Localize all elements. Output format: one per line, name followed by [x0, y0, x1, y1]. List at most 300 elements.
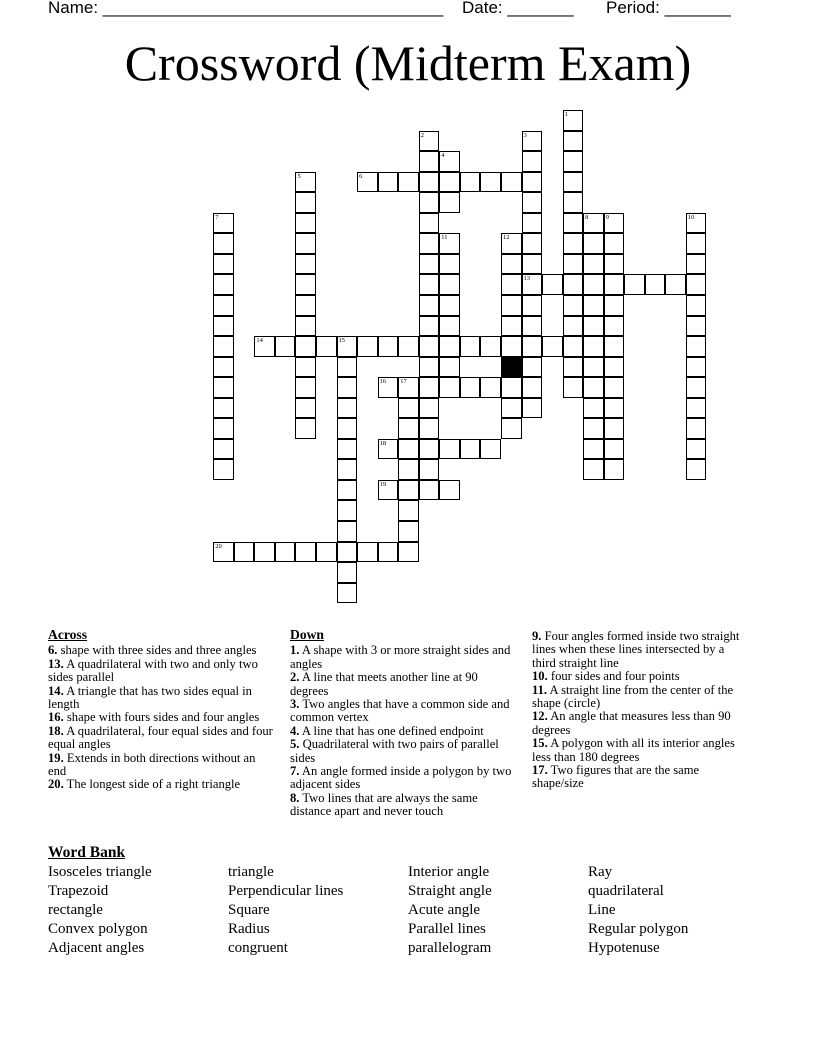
- word-bank-column: [228, 863, 343, 958]
- crossword-cell[interactable]: [316, 336, 337, 357]
- clue-number: 5: [297, 172, 301, 180]
- crossword-cell[interactable]: [439, 192, 460, 213]
- crossword-cell[interactable]: [686, 274, 707, 295]
- crossword-cell[interactable]: [337, 418, 358, 439]
- clue-text: An angle that measures less than 90 degrees: [532, 709, 731, 737]
- crossword-cell[interactable]: [295, 542, 316, 563]
- crossword-cell[interactable]: [563, 213, 584, 234]
- crossword-cell[interactable]: [213, 418, 234, 439]
- clue-text: An angle formed inside a polygon by two adjacent sides: [290, 764, 512, 792]
- crossword-cell[interactable]: [563, 357, 584, 378]
- crossword-cell[interactable]: [480, 172, 501, 193]
- crossword-cell[interactable]: [295, 336, 316, 357]
- crossword-cell[interactable]: [275, 336, 296, 357]
- word-bank-item: Isosceles triangle: [48, 864, 152, 880]
- clue-item: [290, 725, 512, 738]
- clue-text: shape with fours sides and four angles: [63, 710, 260, 725]
- crossword-cell[interactable]: [583, 459, 604, 480]
- crossword-cell[interactable]: [460, 377, 481, 398]
- crossword-cell[interactable]: [686, 398, 707, 419]
- crossword-cell[interactable]: [295, 357, 316, 378]
- crossword-cell[interactable]: [522, 151, 543, 172]
- word-bank-item: parallelogram: [408, 940, 492, 957]
- crossword-cell[interactable]: [398, 500, 419, 521]
- crossword-cell[interactable]: [419, 274, 440, 295]
- clue-item: [532, 670, 750, 683]
- clue-text: shape with three sides and three angles: [57, 643, 257, 658]
- clue-text: A straight line from the center of the shape (circle): [532, 682, 734, 711]
- word-bank-item: quadrilateral: [588, 883, 664, 900]
- clue-item: [290, 765, 512, 792]
- down-clues-continued: [532, 630, 750, 791]
- crossword-cell[interactable]: [480, 377, 501, 398]
- crossword-cell[interactable]: [542, 274, 563, 295]
- crossword-cell[interactable]: [419, 336, 440, 357]
- crossword-cell[interactable]: [686, 439, 707, 460]
- date-field[interactable]: Date: _______: [462, 0, 574, 17]
- clue-number: 16.: [48, 710, 64, 725]
- crossword-cell[interactable]: [419, 254, 440, 275]
- crossword-cell[interactable]: [213, 233, 234, 254]
- crossword-cell[interactable]: [357, 172, 378, 193]
- clue-text: The longest side of a right triangle: [63, 777, 241, 792]
- crossword-cell[interactable]: [645, 274, 666, 295]
- crossword-cell[interactable]: [295, 418, 316, 439]
- clue-item: [48, 711, 276, 724]
- word-bank-item: Ray: [588, 864, 613, 880]
- clue-text: Extends in both directions without an end: [48, 750, 256, 779]
- crossword-cell[interactable]: [522, 377, 543, 398]
- crossword-cell[interactable]: [563, 131, 584, 152]
- crossword-cell[interactable]: [398, 172, 419, 193]
- clue-number: 17: [400, 378, 407, 386]
- crossword-cell[interactable]: [563, 192, 584, 213]
- crossword-cell[interactable]: [686, 357, 707, 378]
- word-bank-column: [408, 863, 492, 958]
- crossword-cell[interactable]: [522, 172, 543, 193]
- crossword-cell[interactable]: [398, 377, 419, 398]
- crossword-cell[interactable]: [522, 233, 543, 254]
- crossword-cell[interactable]: [378, 480, 399, 501]
- crossword-cell[interactable]: [501, 418, 522, 439]
- crossword-cell[interactable]: [419, 377, 440, 398]
- crossword-cell[interactable]: [624, 274, 645, 295]
- clue-number: 3: [523, 131, 527, 139]
- clue-number: 8.: [290, 790, 300, 805]
- crossword-cell[interactable]: [563, 295, 584, 316]
- clue-text: A quadrilateral with two and only two sides parallel: [48, 656, 258, 685]
- crossword-cell[interactable]: [501, 295, 522, 316]
- crossword-cell[interactable]: [604, 233, 625, 254]
- crossword-cell[interactable]: [522, 192, 543, 213]
- crossword-cell[interactable]: [398, 459, 419, 480]
- clue-text: Quadrilateral with two pairs of parallel sides: [290, 737, 499, 765]
- crossword-cell[interactable]: [378, 172, 399, 193]
- crossword-cell[interactable]: [439, 151, 460, 172]
- clue-number: 6: [359, 172, 363, 180]
- word-bank-column: [48, 863, 152, 958]
- crossword-cell[interactable]: [460, 439, 481, 460]
- word-bank-item: Straight angle: [408, 883, 492, 900]
- clue-text: Two lines that are always the same distance apart and never touch: [290, 790, 478, 819]
- crossword-cell[interactable]: [234, 542, 255, 563]
- crossword-cell[interactable]: [398, 480, 419, 501]
- crossword-cell[interactable]: [439, 377, 460, 398]
- word-bank-item: Adjacent angles: [48, 940, 145, 957]
- crossword-cell[interactable]: [337, 583, 358, 604]
- crossword-cell[interactable]: [665, 274, 686, 295]
- crossword-cell[interactable]: [686, 295, 707, 316]
- crossword-cell[interactable]: [213, 459, 234, 480]
- clue-number: 7: [215, 213, 219, 221]
- crossword-cell[interactable]: [295, 295, 316, 316]
- clue-item: [48, 685, 276, 712]
- clue-item: [290, 698, 512, 725]
- crossword-cell[interactable]: [213, 274, 234, 295]
- clue-number: 19.: [48, 750, 64, 765]
- crossword-cell[interactable]: [337, 500, 358, 521]
- crossword-cell[interactable]: [563, 274, 584, 295]
- crossword-cell[interactable]: [419, 459, 440, 480]
- down-heading: Down: [290, 627, 324, 642]
- crossword-cell[interactable]: [337, 398, 358, 419]
- clue-item: [532, 630, 750, 670]
- crossword-cell[interactable]: [522, 131, 543, 152]
- crossword-cell[interactable]: [583, 295, 604, 316]
- crossword-cell[interactable]: [583, 439, 604, 460]
- crossword-cell[interactable]: [378, 542, 399, 563]
- clue-number: 13: [523, 275, 530, 283]
- word-bank-item: Regular polygon: [588, 921, 689, 938]
- crossword-cell[interactable]: [686, 213, 707, 234]
- crossword-cell[interactable]: [563, 110, 584, 131]
- crossword-cell[interactable]: [604, 398, 625, 419]
- crossword-cell[interactable]: [604, 213, 625, 234]
- crossword-cell[interactable]: [419, 316, 440, 337]
- crossword-cell[interactable]: [213, 542, 234, 563]
- crossword-cell[interactable]: [439, 439, 460, 460]
- clue-item: [532, 764, 750, 791]
- crossword-cell[interactable]: [398, 439, 419, 460]
- crossword-cell[interactable]: [378, 439, 399, 460]
- crossword-cell[interactable]: [604, 459, 625, 480]
- name-field[interactable]: Name: ____________________________________: [48, 0, 444, 17]
- crossword-cell[interactable]: [501, 316, 522, 337]
- clue-number: 2: [420, 131, 424, 139]
- clue-text: Two angles that have a common side and common vertex: [290, 697, 510, 725]
- crossword-cell[interactable]: [337, 439, 358, 460]
- crossword-cell[interactable]: [583, 418, 604, 439]
- clue-number: 20.: [48, 777, 64, 792]
- crossword-cell[interactable]: [419, 418, 440, 439]
- crossword-cell[interactable]: [357, 542, 378, 563]
- crossword-cell[interactable]: [295, 254, 316, 275]
- crossword-cell[interactable]: [604, 274, 625, 295]
- crossword-cell[interactable]: [337, 562, 358, 583]
- crossword-cell[interactable]: [419, 213, 440, 234]
- crossword-cell[interactable]: [501, 233, 522, 254]
- crossword-cell[interactable]: [604, 295, 625, 316]
- crossword-cell[interactable]: [501, 274, 522, 295]
- crossword-cell[interactable]: [501, 336, 522, 357]
- crossword-cell[interactable]: [295, 172, 316, 193]
- clue-number: 11: [441, 234, 448, 242]
- page-title: Crossword (Midterm Exam): [124, 35, 692, 91]
- crossword-cell[interactable]: [398, 398, 419, 419]
- clue-number: 7.: [290, 764, 300, 779]
- crossword-cell[interactable]: [213, 254, 234, 275]
- word-bank-item: triangle: [228, 864, 274, 880]
- clue-number: 15.: [532, 736, 548, 751]
- clue-item: [290, 671, 512, 698]
- crossword-cell[interactable]: [522, 213, 543, 234]
- clue-number: 15: [338, 337, 346, 345]
- crossword-cell[interactable]: [563, 151, 584, 172]
- clue-item: [48, 778, 276, 791]
- crossword-cell[interactable]: [419, 172, 440, 193]
- crossword-cell[interactable]: [480, 336, 501, 357]
- crossword-cell[interactable]: [295, 192, 316, 213]
- crossword-cell[interactable]: [419, 439, 440, 460]
- clue-item: [532, 737, 750, 764]
- crossword-cell[interactable]: [460, 172, 481, 193]
- crossword-cell[interactable]: [522, 274, 543, 295]
- clue-number: 16: [379, 378, 387, 386]
- clue-item: [532, 710, 750, 737]
- across-clues: [48, 628, 276, 792]
- clue-text: A polygon with all its interior angles less than 180 degrees: [532, 736, 735, 764]
- crossword-cell[interactable]: [213, 295, 234, 316]
- crossword-cell[interactable]: [686, 316, 707, 337]
- crossword-cell[interactable]: [563, 316, 584, 337]
- down-clues: [290, 628, 512, 819]
- crossword-cell[interactable]: [213, 336, 234, 357]
- crossword-cell[interactable]: [604, 418, 625, 439]
- crossword-cell[interactable]: [419, 295, 440, 316]
- crossword-cell[interactable]: [439, 254, 460, 275]
- crossword-cell[interactable]: [563, 336, 584, 357]
- crossword-cell[interactable]: [460, 336, 481, 357]
- crossword-cell[interactable]: [686, 336, 707, 357]
- crossword-cell[interactable]: [686, 418, 707, 439]
- word-bank-title: Word Bank: [48, 844, 126, 861]
- clue-number: 14: [256, 337, 263, 345]
- crossword-cell[interactable]: [337, 459, 358, 480]
- crossword-cell[interactable]: [522, 357, 543, 378]
- word-bank-item: Perpendicular lines: [228, 883, 344, 900]
- crossword-cell[interactable]: [439, 233, 460, 254]
- crossword-cell[interactable]: [398, 336, 419, 357]
- crossword-cell[interactable]: [439, 357, 460, 378]
- crossword-cell[interactable]: [604, 336, 625, 357]
- clue-number: 8: [585, 213, 589, 221]
- crossword-cell[interactable]: [419, 398, 440, 419]
- crossword-cell[interactable]: [583, 233, 604, 254]
- clue-number: 17.: [532, 763, 548, 778]
- crossword-cell[interactable]: [316, 542, 337, 563]
- crossword-cell[interactable]: [686, 377, 707, 398]
- crossword-cell[interactable]: [398, 542, 419, 563]
- crossword-cell[interactable]: [563, 254, 584, 275]
- crossword-cell[interactable]: [686, 459, 707, 480]
- crossword-cell[interactable]: [419, 192, 440, 213]
- crossword-cell[interactable]: [295, 233, 316, 254]
- word-bank-item: Convex polygon: [48, 921, 148, 938]
- crossword-cell[interactable]: [337, 521, 358, 542]
- crossword-cell[interactable]: [295, 398, 316, 419]
- clue-item: [532, 684, 750, 711]
- word-bank-item: rectangle: [48, 902, 103, 919]
- crossword-cell[interactable]: [295, 316, 316, 337]
- clue-number: 12: [502, 234, 510, 242]
- crossword-cell[interactable]: [378, 377, 399, 398]
- crossword-cell[interactable]: [254, 542, 275, 563]
- word-bank-item: Acute angle: [408, 902, 481, 919]
- clue-number: 5.: [290, 737, 300, 752]
- crossword-cell[interactable]: [419, 357, 440, 378]
- crossword-cell[interactable]: [398, 521, 419, 542]
- clue-item: [48, 752, 276, 779]
- clue-number: 9: [605, 213, 609, 221]
- clue-item: [290, 644, 512, 671]
- clue-number: 1.: [290, 643, 300, 658]
- crossword-cell[interactable]: [439, 172, 460, 193]
- crossword-cell[interactable]: [583, 398, 604, 419]
- clue-number: 12.: [532, 709, 548, 724]
- crossword-cell[interactable]: [583, 377, 604, 398]
- crossword-cell[interactable]: [583, 316, 604, 337]
- word-bank-item: Radius: [228, 921, 270, 938]
- word-bank-item: Line: [588, 902, 616, 919]
- crossword-cell[interactable]: [583, 336, 604, 357]
- clue-number: 4: [441, 152, 445, 160]
- crossword-cell[interactable]: [501, 254, 522, 275]
- crossword-cell[interactable]: [337, 542, 358, 563]
- crossword-cell[interactable]: [439, 316, 460, 337]
- clue-number: 10: [687, 213, 695, 221]
- clue-item: [48, 644, 276, 657]
- black-square: [501, 357, 522, 378]
- crossword-cell[interactable]: [583, 357, 604, 378]
- crossword-cell[interactable]: [480, 439, 501, 460]
- crossword-cell[interactable]: [213, 316, 234, 337]
- clue-item: [290, 792, 512, 819]
- crossword-cell[interactable]: [522, 316, 543, 337]
- clue-item: [48, 658, 276, 685]
- crossword-cell[interactable]: [275, 542, 296, 563]
- crossword-cell[interactable]: [604, 439, 625, 460]
- clue-text: A triangle that has two sides equal in length: [48, 683, 252, 712]
- period-field[interactable]: Period: _______: [606, 0, 731, 17]
- crossword-cell[interactable]: [295, 377, 316, 398]
- crossword-cell[interactable]: [439, 295, 460, 316]
- clue-text: A shape with 3 or more straight sides and angles: [290, 643, 511, 671]
- crossword-cell[interactable]: [419, 151, 440, 172]
- word-bank-column: [588, 863, 688, 958]
- clue-number: 18: [379, 439, 387, 447]
- crossword-cell[interactable]: [398, 418, 419, 439]
- across-heading: Across: [48, 627, 88, 642]
- crossword-cell[interactable]: [419, 480, 440, 501]
- clue-number: 14.: [48, 683, 64, 698]
- crossword-cell[interactable]: [213, 357, 234, 378]
- clue-text: A line that meets another line at 90 degrees: [290, 670, 478, 698]
- clue-number: 1: [564, 111, 568, 118]
- crossword-cell[interactable]: [604, 357, 625, 378]
- crossword-cell[interactable]: [522, 398, 543, 419]
- clue-number: 4.: [290, 723, 300, 738]
- crossword-cell[interactable]: [337, 377, 358, 398]
- crossword-cell[interactable]: [563, 172, 584, 193]
- clue-number: 10.: [532, 669, 548, 684]
- crossword-cell[interactable]: [213, 377, 234, 398]
- crossword-cell[interactable]: [542, 336, 563, 357]
- crossword-cell[interactable]: [686, 233, 707, 254]
- clue-text: Four angles formed inside two straight lines when these lines intersected by a third straight line: [532, 629, 740, 670]
- crossword-cell[interactable]: [419, 131, 440, 152]
- crossword-cell[interactable]: [563, 377, 584, 398]
- crossword-cell[interactable]: [604, 316, 625, 337]
- crossword-cell[interactable]: [604, 254, 625, 275]
- crossword-cell[interactable]: [439, 480, 460, 501]
- crossword-cell[interactable]: [295, 213, 316, 234]
- crossword-cell[interactable]: [439, 274, 460, 295]
- crossword-cell[interactable]: [357, 336, 378, 357]
- clue-number: 13.: [48, 656, 64, 671]
- clue-number: 11.: [532, 682, 548, 697]
- clue-text: A line that has one defined endpoint: [299, 723, 484, 738]
- crossword-cell[interactable]: [213, 439, 234, 460]
- crossword-cell[interactable]: [337, 480, 358, 501]
- word-bank-item: Hypotenuse: [588, 940, 660, 957]
- crossword-cell[interactable]: [522, 254, 543, 275]
- crossword-cell[interactable]: [419, 233, 440, 254]
- word-bank-item: Interior angle: [408, 864, 490, 880]
- clue-item: [48, 725, 276, 752]
- crossword-cell[interactable]: [439, 336, 460, 357]
- crossword-cell[interactable]: [213, 398, 234, 419]
- clue-text: four sides and four points: [547, 669, 680, 684]
- clue-number: 9.: [532, 629, 542, 643]
- crossword-cell[interactable]: [686, 254, 707, 275]
- crossword-cell[interactable]: [583, 274, 604, 295]
- clue-number: 18.: [48, 723, 64, 738]
- crossword-cell[interactable]: [522, 336, 543, 357]
- crossword-cell[interactable]: [378, 336, 399, 357]
- word-bank-item: Square: [228, 902, 270, 919]
- crossword-cell[interactable]: [522, 295, 543, 316]
- crossword-cell[interactable]: [501, 398, 522, 419]
- crossword-cell[interactable]: [501, 377, 522, 398]
- crossword-cell[interactable]: [501, 172, 522, 193]
- clue-number: 20: [215, 542, 222, 550]
- crossword-cell[interactable]: [604, 377, 625, 398]
- crossword-cell[interactable]: [563, 233, 584, 254]
- word-bank-item: congruent: [228, 940, 288, 957]
- crossword-cell[interactable]: [583, 254, 604, 275]
- clue-text: Two figures that are the same shape/size: [532, 763, 700, 791]
- clue-number: 2.: [290, 670, 300, 685]
- clue-item: [290, 738, 512, 765]
- crossword-cell[interactable]: [337, 357, 358, 378]
- crossword-cell[interactable]: [295, 274, 316, 295]
- word-bank-item: Trapezoid: [48, 883, 109, 900]
- crossword-cell[interactable]: [337, 336, 358, 357]
- crossword-cell[interactable]: [254, 336, 275, 357]
- clue-number: 3.: [290, 697, 300, 712]
- crossword-cell[interactable]: [583, 213, 604, 234]
- crossword-cell[interactable]: [213, 213, 234, 234]
